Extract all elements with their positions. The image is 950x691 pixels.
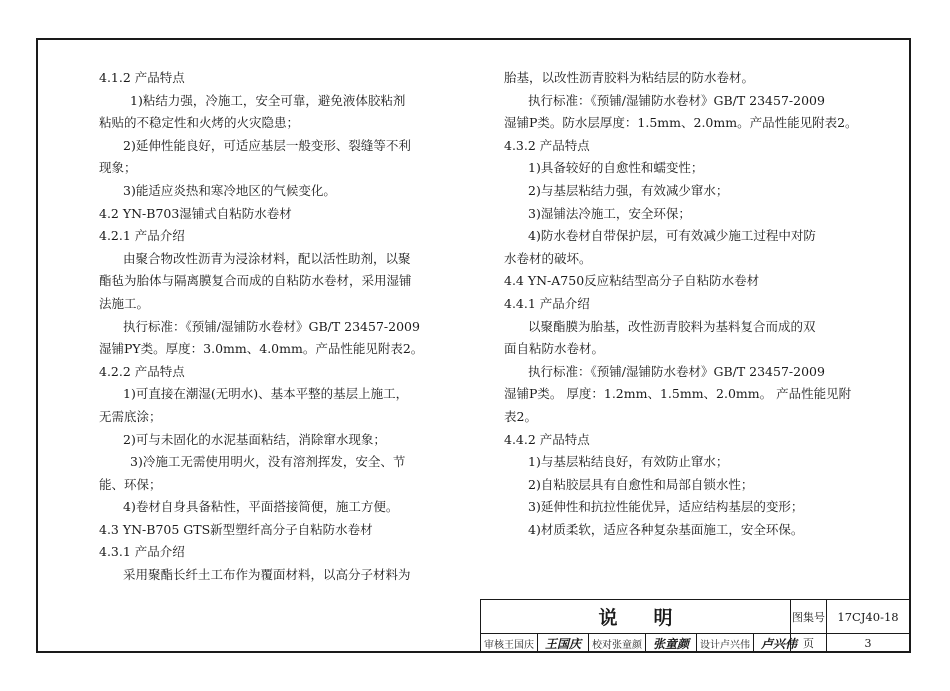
page-number: 3 <box>827 634 910 652</box>
text-line: 2)可与未固化的水泥基面粘结，消除窜水现象； <box>123 431 386 447</box>
text-line: 1)与基层粘结良好，有效防止窜水； <box>528 454 729 470</box>
text-line: 4.1.2 产品特点 <box>99 70 185 85</box>
text-line: 现象； <box>99 160 137 176</box>
atlas-number-value: 17CJ40-18 <box>827 600 910 634</box>
text-line: 水卷材的破坏。 <box>504 250 592 266</box>
right-text-column <box>504 67 862 541</box>
text-line: 1)可直接在潮湿(无明水)、基本平整的基层上施工， <box>123 386 409 402</box>
text-line: 湿铺P类。 厚度：1.2mm、1.5mm、2.0mm。 产品性能见附 <box>504 386 852 402</box>
text-line: 4.4 YN-A750反应粘结型高分子自粘防水卷材 <box>504 273 760 289</box>
text-line: 3)冷施工无需使用明火，没有溶剂挥发，安全、节 <box>130 454 406 470</box>
text-line: 4.4.2 产品特点 <box>504 431 590 447</box>
text-line: 3)能适应炎热和寒冷地区的气候变化。 <box>123 182 336 198</box>
text-line: 4)卷材自身具备粘性，平面搭接简便，施工方便。 <box>123 499 399 515</box>
text-line: 2)延伸性能良好，可适应基层一般变形、裂缝等不利 <box>123 137 411 153</box>
text-line: 3)延伸性和抗拉性能优异，适应结构基层的变形； <box>528 499 804 515</box>
text-line: 面自粘防水卷材。 <box>504 341 605 357</box>
text-line: 4.2.1 产品介绍 <box>99 228 185 244</box>
text-line: 能、环保； <box>99 476 162 492</box>
text-line: 4.3.2 产品特点 <box>504 137 590 153</box>
text-line: 4.3 YN-B705 GTS新型塑纤高分子自粘防水卷材 <box>99 521 373 537</box>
text-line: 胎基，以改性沥青胶料为粘结层的防水卷材。 <box>504 70 755 85</box>
text-line: 湿铺PY类。厚度：3.0mm、4.0mm。产品性能见附表2。 <box>99 341 424 357</box>
text-line: 无需底涂； <box>99 408 162 424</box>
text-line: 3)湿铺法冷施工，安全环保； <box>528 205 691 221</box>
text-line: 执行标准：《预铺/湿铺防水卷材》GB/T 23457-2009 <box>123 318 420 334</box>
text-line: 酯毡为胎体与隔离膜复合而成的自粘防水卷材，采用湿铺 <box>99 273 412 289</box>
text-line: 法施工。 <box>99 295 150 311</box>
signature-row <box>481 634 798 652</box>
text-line: 执行标准：《预铺/湿铺防水卷材》GB/T 23457-2009 <box>528 363 825 379</box>
left-text-column <box>99 67 459 587</box>
design-name: 卢兴伟 <box>720 639 751 651</box>
text-line: 执行标准：《预铺/湿铺防水卷材》GB/T 23457-2009 <box>528 92 825 108</box>
title-block <box>480 599 911 653</box>
text-line: 湿铺P类。防水层厚度：1.5mm、2.0mm。产品性能见附表2。 <box>504 115 858 131</box>
text-line: 由聚合物改性沥青为浸涂材料，配以活性助剂，以聚 <box>123 250 411 266</box>
text-line: 2)自粘胶层具有自愈性和局部自锁水性； <box>528 476 754 492</box>
text-line: 4)防水卷材自带保护层，可有效减少施工过程中对防 <box>528 228 816 244</box>
text-line: 采用聚酯长纤土工布作为覆面材料，以高分子材料为 <box>123 567 411 583</box>
title-block-title: 说明 <box>481 600 791 634</box>
review-name: 王国庆 <box>504 639 534 651</box>
text-line: 4.4.1 产品介绍 <box>504 295 590 311</box>
check-signature: 张童颜 <box>653 636 690 651</box>
check-label: 校对 <box>592 639 613 651</box>
text-line: 表2。 <box>504 408 537 424</box>
review-label: 审核 <box>484 639 504 651</box>
text-line: 4.2.2 产品特点 <box>99 363 185 379</box>
review-signature: 王国庆 <box>545 636 582 651</box>
text-line: 4.2 YN-B703湿铺式自粘防水卷材 <box>99 205 292 221</box>
design-label: 设计 <box>700 639 721 651</box>
text-line: 1)粘结力强，冷施工，安全可靠，避免液体胶粘剂 <box>130 92 406 108</box>
check-name: 张童颜 <box>612 639 643 651</box>
text-line: 1)具备较好的自愈性和蠕变性； <box>528 160 704 176</box>
text-line: 2)与基层粘结力强，有效减少窜水； <box>528 182 729 198</box>
page-label: 页 <box>791 634 827 652</box>
text-line: 4.3.1 产品介绍 <box>99 544 185 560</box>
text-line: 粘贴的不稳定性和火烤的火灾隐患； <box>99 115 300 131</box>
text-line: 4)材质柔软，适应各种复杂基面施工，安全环保。 <box>528 521 804 537</box>
design-signature: 卢兴伟 <box>761 636 798 651</box>
atlas-number-label: 图集号 <box>791 600 827 634</box>
text-line: 以聚酯膜为胎基，改性沥青胶料为基料复合而成的双 <box>528 318 816 334</box>
